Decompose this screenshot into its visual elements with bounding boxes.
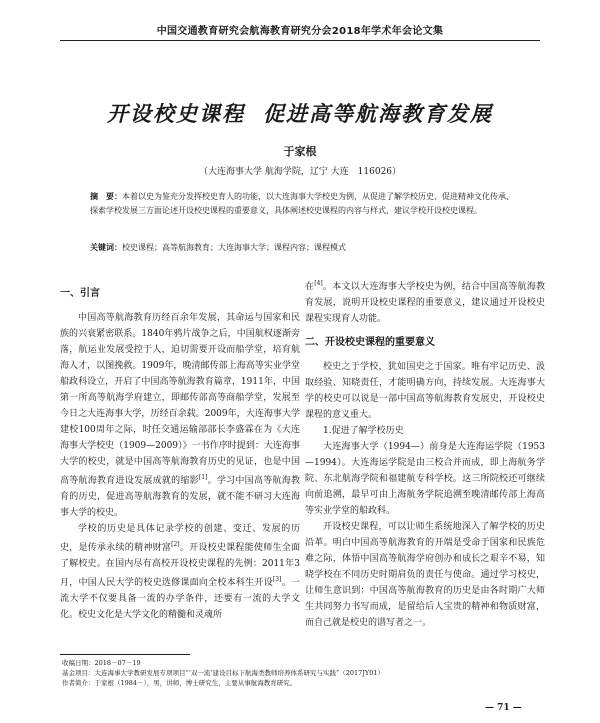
right-column [305, 276, 545, 631]
citation-ref: [3] [272, 576, 282, 583]
paragraph-text: 学校的历史是具体记录学校的创建、变迁、发展的历史，是传承永续的精神财富 [60, 524, 300, 553]
running-header: 中国交通教育研究会航海教育研究分会2018年学术年会论文集 [156, 26, 444, 37]
footnote-fund: 基金项目：大连海事大学教研发展专项项目“‘双一流’建设目标下航海类教师培养体系研究与实践”（2017JY01） [62, 669, 384, 677]
keywords [90, 241, 520, 254]
page-number: — 71 — [485, 703, 522, 713]
title-part-2: 促进高等航海教育发展 [263, 102, 493, 126]
article-title [0, 98, 600, 128]
paragraph-text: 在 [305, 282, 315, 292]
paragraph: 校史之于学校，犹如国史之于国家。唯有牢记历史、汲取经验、知晓责任，才能明确方向，持续发展。大连海事大学的校史可以说是一部中国高等航海教育发展史，开设校史课程的意义重大。 [305, 362, 545, 420]
section-heading-introduction: 一、引言 [60, 288, 100, 299]
subsection-heading: 1.促进了解学校历史 [323, 426, 404, 436]
paragraph-text: 中国高等航海教育历经百余年发展，其命运与国家和民族的兴衰紧密联系。1840年鸦片战争之后，中国航权逐渐旁落，航运业发展受控于人，迫切需要开设而船学堂，培育航海人才，以图挽救。1909年，晚清邮传部上海高等实业学堂船政科设立，开启了中国高等航海教育篇章，1911年，中国第一所高等航海学府建立，即邮传部高等商船学堂，发展至今日之大连海事大学，历经百余载。2009年，大连海事大学建校100周年之际，时任交通运输部部长李盛霖在为《大连海事大学校史（1909—2009）》一书作序时提到：大连海事大学的校史，就是中国高等航海教育历史的见证，也是中国高等航海教育进设发展成就的缩影 [60, 313, 300, 486]
abstract [90, 190, 520, 218]
abstract-label: 摘 要： [90, 192, 122, 201]
citation-ref: [4] [314, 280, 323, 287]
paragraph-text: 。一流大学不仅要具备一流的办学条件，还要有一流的大学文化。校史文化是大学文化的精髓和灵魂所 [60, 578, 300, 620]
left-column [60, 282, 300, 623]
footnote-received-date: 收稿日期：2018－07－19 [62, 659, 141, 667]
header-rule [60, 40, 540, 41]
paragraph: 开设校史课程，可以让师生系统地深入了解学校的历史沿革。明白中国高等航海教育的开端是受命于国家和民族危难之际，体悟中国高等航海学府创办和成长之艰辛不易，知晓学校在不同历史时期肩负的责任与使命。通过学习校史，让师生意识到：中国高等航海教育的历史是由各时期广大师生共同努力书写而成，是留给后人宝贵的精神和物质财富，而自己就是校史的谱写者之一。 [305, 522, 545, 628]
footnotes [62, 658, 532, 688]
paragraph-text: 。学习中国高等航海教育的历史，促进高等航海教育的发展，就不能不研习大连海事大学的校史。 [60, 476, 300, 518]
author-affiliation: （大连海事大学 航海学院，辽宁 大连 116026） [198, 167, 402, 177]
footnote-rule [60, 654, 190, 655]
footnote-author-bio: 作者简介：于家根（1984－），男，讲师，博士研究生，主要从事航海教育研究。 [62, 679, 297, 687]
title-part-1: 开设校史课程 [107, 102, 245, 126]
abstract-text: 本着以史为鉴充分发挥校史育人的功能，以大连海事大学校史为例，从促进了解学校历史、促进精神文化传承、探索学校发展三方面论述开设校史课程的重要意义，具体阐述校史课程的内容与样式，建议学校开设校史课程。 [90, 192, 514, 215]
author-name: 于家根 [283, 145, 317, 158]
paragraph [60, 521, 300, 623]
paragraph-text: 。开设校史课程能使师生全面了解校史。在国内尽有高校开设校史课程的先例：2011年3月，中国人民大学的校史选修课面向全校本科生开设 [60, 543, 300, 588]
keywords-label: 关键词： [90, 243, 122, 252]
paragraph [60, 310, 300, 521]
paragraph [305, 276, 545, 327]
paragraph: 大连海事大学（1994—）前身是大连海运学院（1953—1994）。大连海运学院是由三校合并而成，即上海航务学院、东北航海学院和福建航专科学校。这三所院校还可继续向前追溯，最早可由上海航务学院追溯至晚清邮传部上海高等实业学堂的船政科。 [305, 442, 545, 516]
citation-ref: [1] [198, 474, 208, 481]
paragraph-text: 。本文以大连海事大学校史为例，结合中国高等航海教育发展，说明开设校史课程的重要意义，建议通过开设校史课程实现育人功能。 [305, 282, 545, 324]
citation-ref: [2] [171, 541, 180, 548]
keywords-text: 校史课程；高等航海教育；大连海事大学；课程内容；课程模式 [122, 243, 346, 252]
section-heading-significance: 二、开设校史课程的重要意义 [305, 337, 435, 348]
